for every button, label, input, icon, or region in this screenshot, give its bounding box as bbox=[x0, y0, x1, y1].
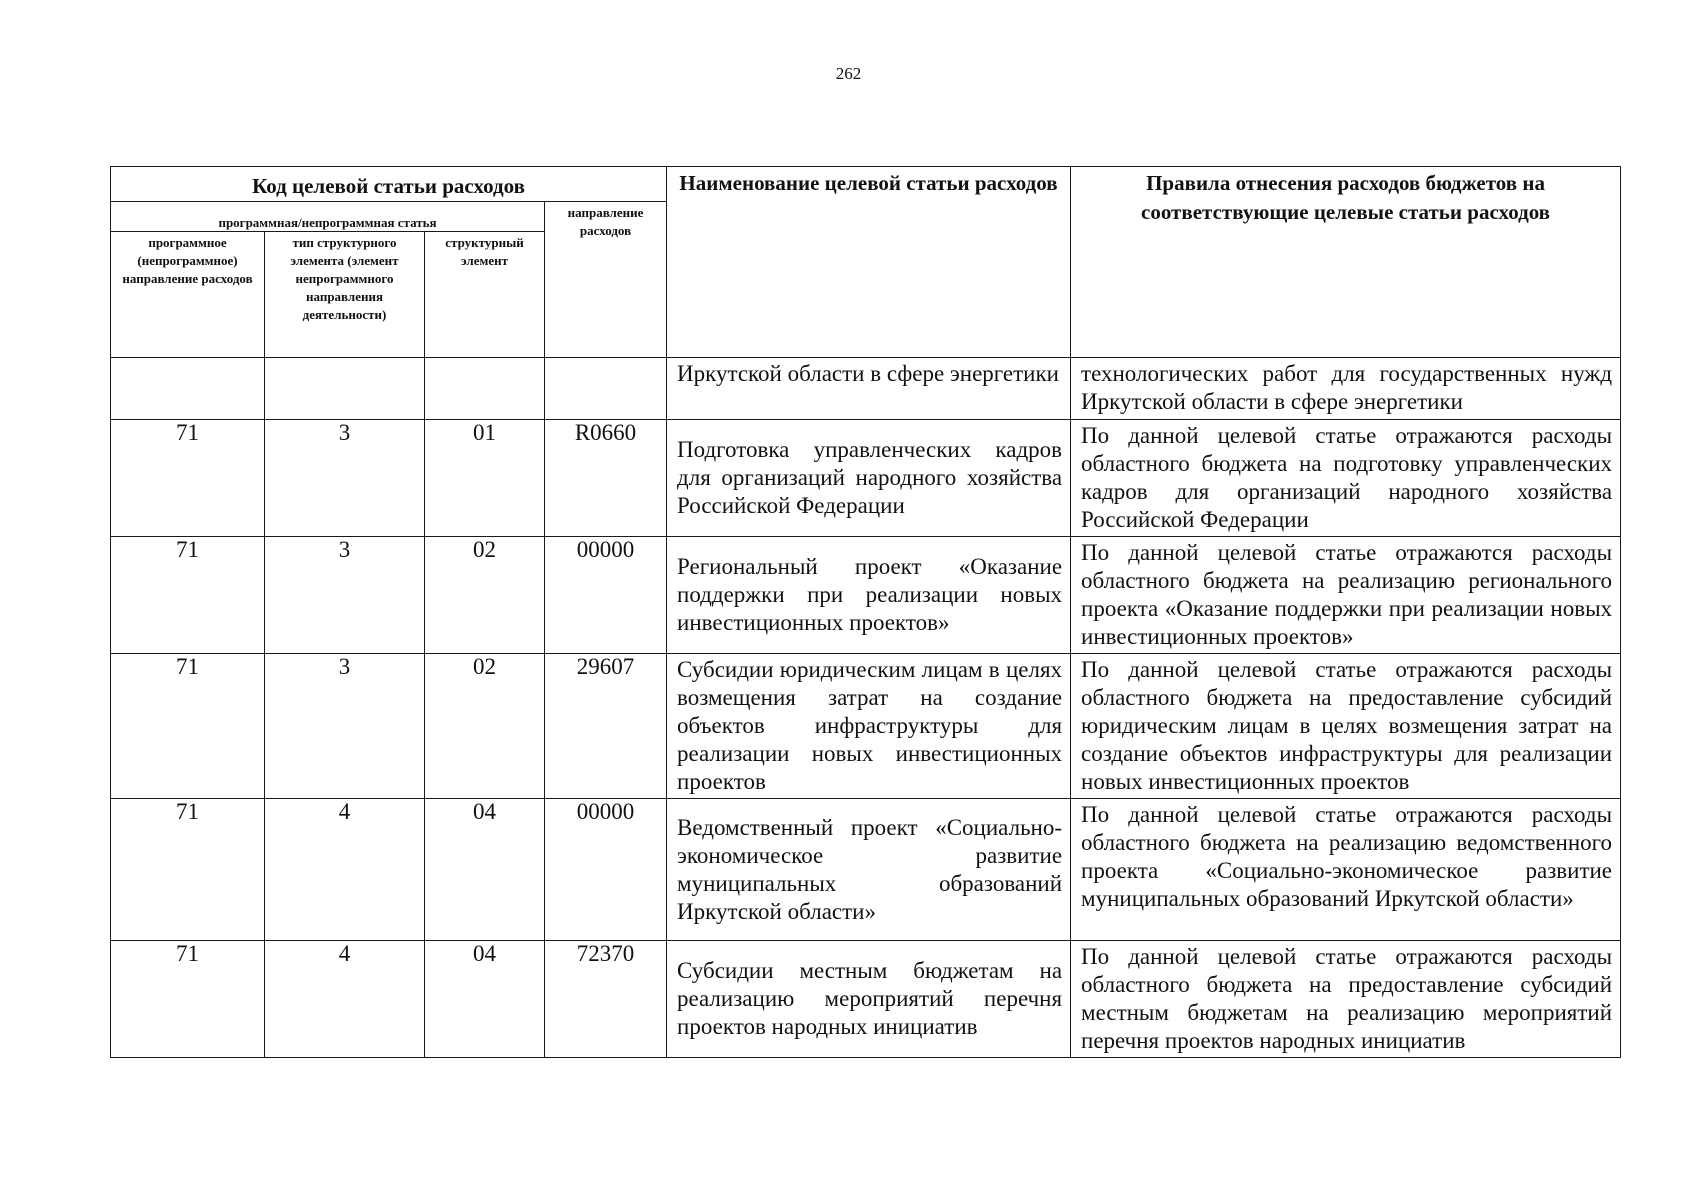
cell-expense-rule: По данной целевой статье отражаются расходы областного бюджета на предоставление субсидий юридическим лицам в целях возмещения затрат на создание объектов инфраструктуры для реализации новых инвестиционных проектов bbox=[1071, 654, 1621, 799]
target-expenditure-table bbox=[110, 166, 1621, 1058]
header-direction-column: направление расходов bbox=[545, 202, 667, 358]
header-name-column: Наименование целевой статьи расходов bbox=[667, 167, 1071, 358]
cell-program-code: 71 bbox=[111, 420, 265, 537]
cell-expense-name: Подготовка управленческих кадров для организаций народного хозяйства Российской Федерации bbox=[667, 420, 1071, 537]
cell-program-code: 71 bbox=[111, 799, 265, 941]
cell-structural-element: 02 bbox=[425, 537, 545, 654]
cell-direction-code: 29607 bbox=[545, 654, 667, 799]
cell-structural-element bbox=[425, 358, 545, 420]
table-row bbox=[111, 654, 1621, 799]
cell-program-code: 71 bbox=[111, 537, 265, 654]
header-element-type: тип структурного элемента (элемент непрограммного направления деятельности) bbox=[265, 232, 425, 358]
cell-element-type bbox=[265, 358, 425, 420]
cell-program-code: 71 bbox=[111, 654, 265, 799]
cell-structural-element: 04 bbox=[425, 941, 545, 1058]
cell-expense-rule: технологических работ для государственных нужд Иркутской области в сфере энергетики bbox=[1071, 358, 1621, 420]
cell-expense-rule: По данной целевой статье отражаются расходы областного бюджета на реализацию ведомственного проекта «Социально-экономическое развитие муниципальных образований Иркутской области» bbox=[1071, 799, 1621, 941]
cell-expense-rule: По данной целевой статье отражаются расходы областного бюджета на предоставление субсидий местным бюджетам на реализацию мероприятий перечня проектов народных инициатив bbox=[1071, 941, 1621, 1058]
cell-structural-element: 02 bbox=[425, 654, 545, 799]
cell-expense-rule: По данной целевой статье отражаются расходы областного бюджета на подготовку управленческих кадров для организаций народного хозяйства Российской Федерации bbox=[1071, 420, 1621, 537]
cell-structural-element: 04 bbox=[425, 799, 545, 941]
table-row bbox=[111, 358, 1621, 420]
cell-expense-name: Ведомственный проект «Социально-экономическое развитие муниципальных образований Иркутской области» bbox=[667, 799, 1071, 941]
cell-direction-code: R0660 bbox=[545, 420, 667, 537]
cell-direction-code: 00000 bbox=[545, 799, 667, 941]
header-rules-column: Правила отнесения расходов бюджетов на соответствующие целевые статьи расходов bbox=[1071, 167, 1621, 358]
header-program-group: программная/непрограммная статья bbox=[111, 202, 545, 232]
table-row bbox=[111, 799, 1621, 941]
cell-program-code bbox=[111, 358, 265, 420]
cell-element-type: 4 bbox=[265, 799, 425, 941]
cell-element-type: 3 bbox=[265, 420, 425, 537]
header-code-group: Код целевой статьи расходов bbox=[111, 167, 667, 202]
cell-element-type: 3 bbox=[265, 537, 425, 654]
table-row bbox=[111, 537, 1621, 654]
header-structural-element: структурный элемент bbox=[425, 232, 545, 358]
cell-structural-element: 01 bbox=[425, 420, 545, 537]
cell-expense-rule: По данной целевой статье отражаются расходы областного бюджета на реализацию регионального проекта «Оказание поддержки при реализации новых инвестиционных проектов» bbox=[1071, 537, 1621, 654]
cell-expense-name: Региональный проект «Оказание поддержки при реализации новых инвестиционных проектов» bbox=[667, 537, 1071, 654]
cell-expense-name: Иркутской области в сфере энергетики bbox=[667, 358, 1071, 420]
cell-element-type: 3 bbox=[265, 654, 425, 799]
header-program-direction: программное (непрограммное) направление расходов bbox=[111, 232, 265, 358]
page-number: 262 bbox=[835, 64, 862, 83]
table-row bbox=[111, 941, 1621, 1058]
cell-expense-name: Субсидии юридическим лицам в целях возмещения затрат на создание объектов инфраструктуры для реализации новых инвестиционных проектов bbox=[667, 654, 1071, 799]
cell-direction-code bbox=[545, 358, 667, 420]
cell-expense-name: Субсидии местным бюджетам на реализацию мероприятий перечня проектов народных инициатив bbox=[667, 941, 1071, 1058]
cell-element-type: 4 bbox=[265, 941, 425, 1058]
cell-direction-code: 00000 bbox=[545, 537, 667, 654]
cell-program-code: 71 bbox=[111, 941, 265, 1058]
cell-direction-code: 72370 bbox=[545, 941, 667, 1058]
table-row bbox=[111, 420, 1621, 537]
